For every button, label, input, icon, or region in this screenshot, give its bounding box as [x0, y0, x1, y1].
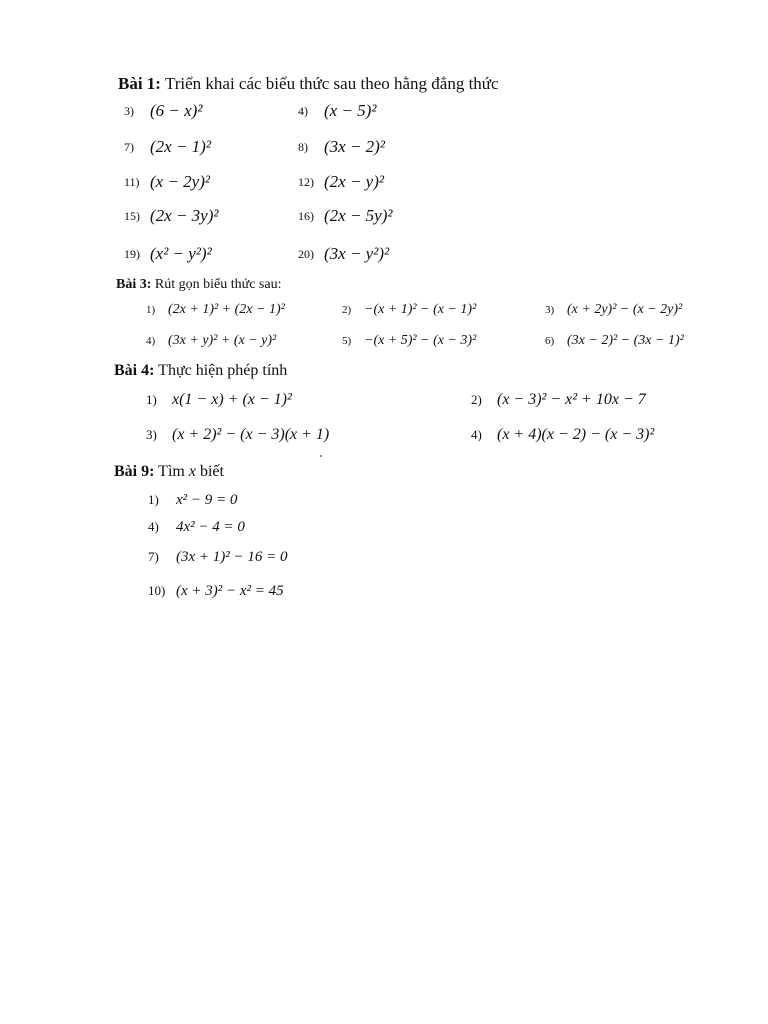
section-heading — [114, 463, 224, 481]
exercise-item — [146, 301, 285, 319]
section-label: Bài 9: — [114, 463, 155, 480]
stray-dot — [320, 455, 322, 457]
item-expression: (3x + y)² + (x − y)² — [168, 333, 277, 349]
item-expression: 4x² − 4 = 0 — [176, 518, 245, 535]
item-number: 11) — [124, 174, 140, 189]
section-heading — [118, 74, 499, 94]
item-expression: (3x + 1)² − 16 = 0 — [176, 548, 288, 565]
item-expression: (x − 5)² — [324, 101, 377, 120]
item-expression: −(x + 1)² − (x − 1)² — [364, 302, 477, 318]
exercise-item — [148, 491, 237, 509]
item-number: 1) — [148, 492, 159, 508]
exercise-item — [148, 548, 288, 566]
item-number: 19) — [124, 246, 140, 261]
exercise-item — [146, 426, 329, 444]
section-label: Bài 4: — [114, 362, 155, 379]
item-expression: (3x − 2)² − (3x − 1)² — [567, 333, 684, 349]
item-number: 15) — [124, 208, 140, 223]
item-expression: −(x + 5)² − (x − 3)² — [364, 333, 477, 349]
item-expression: (2x − 1)² — [150, 137, 211, 156]
exercise-item — [124, 101, 202, 121]
exercise-item — [124, 206, 218, 226]
item-expression: (x − 3)² − x² + 10x − 7 — [497, 391, 646, 409]
section-title: Tìm — [158, 463, 185, 480]
item-expression: (2x − 5y)² — [324, 206, 393, 225]
item-expression: (x − 2y)² — [150, 172, 210, 191]
section-title-suffix: biết — [199, 463, 224, 480]
exercise-item — [124, 172, 210, 192]
item-expression: (3x − 2)² — [324, 137, 385, 156]
exercise-item — [298, 137, 385, 157]
exercise-item — [298, 172, 384, 192]
section-title: Rút gọn biểu thức sau: — [154, 277, 282, 292]
section-label: Bài 3: — [116, 277, 152, 292]
item-expression: (2x − y)² — [324, 172, 384, 191]
exercise-item — [471, 426, 654, 444]
section-heading — [116, 277, 281, 293]
item-number: 4) — [471, 427, 482, 443]
item-number: 8) — [298, 139, 308, 154]
item-number: 1) — [146, 304, 156, 317]
item-number: 10) — [148, 583, 166, 599]
exercise-item — [342, 332, 476, 350]
item-expression: x² − 9 = 0 — [176, 491, 238, 508]
exercise-item — [146, 332, 276, 350]
item-number: 3) — [124, 103, 134, 118]
item-expression: (2x + 1)² + (2x − 1)² — [168, 302, 285, 318]
item-number: 7) — [148, 549, 159, 565]
item-number: 3) — [146, 427, 157, 443]
exercise-item — [148, 582, 284, 600]
exercise-item — [342, 301, 476, 319]
section-heading — [114, 362, 287, 380]
exercise-item — [124, 137, 211, 157]
section-title: Thực hiện phép tính — [158, 362, 288, 379]
item-expression: (2x − 3y)² — [150, 206, 219, 225]
item-expression: (x² − y²)² — [150, 244, 212, 263]
item-number: 2) — [342, 304, 352, 317]
exercise-item — [298, 101, 376, 121]
exercise-item — [545, 332, 684, 350]
item-number: 12) — [298, 174, 314, 189]
item-number: 2) — [471, 392, 482, 408]
item-expression: (x + 4)(x − 2) − (x − 3)² — [497, 426, 655, 444]
item-expression: (6 − x)² — [150, 101, 203, 120]
exercise-item — [298, 244, 389, 264]
item-expression: x(1 − x) + (x − 1)² — [172, 391, 292, 409]
item-number: 5) — [342, 335, 352, 348]
item-number: 4) — [146, 335, 156, 348]
item-number: 7) — [124, 139, 134, 154]
exercise-item — [148, 518, 245, 536]
item-expression: (x + 2y)² − (x − 2y)² — [567, 302, 683, 318]
item-number: 4) — [148, 519, 159, 535]
section-label: Bài 1: — [118, 74, 161, 93]
exercise-item — [471, 391, 646, 409]
exercise-item — [146, 391, 292, 409]
exercise-item — [545, 301, 682, 319]
exercise-item — [124, 244, 212, 264]
item-number: 3) — [545, 304, 555, 317]
item-expression: (3x − y²)² — [324, 244, 390, 263]
item-number: 16) — [298, 208, 314, 223]
section-title: Triển khai các biểu thức sau theo hằng đẳng thức — [164, 74, 499, 93]
item-expression: (x + 3)² − x² = 45 — [176, 582, 284, 599]
exercise-item — [298, 206, 392, 226]
item-number: 6) — [545, 335, 555, 348]
section-title-variable: x — [188, 463, 196, 480]
item-number: 20) — [298, 246, 314, 261]
item-expression: (x + 2)² − (x − 3)(x + 1) — [172, 426, 330, 444]
item-number: 4) — [298, 103, 308, 118]
item-number: 1) — [146, 392, 157, 408]
